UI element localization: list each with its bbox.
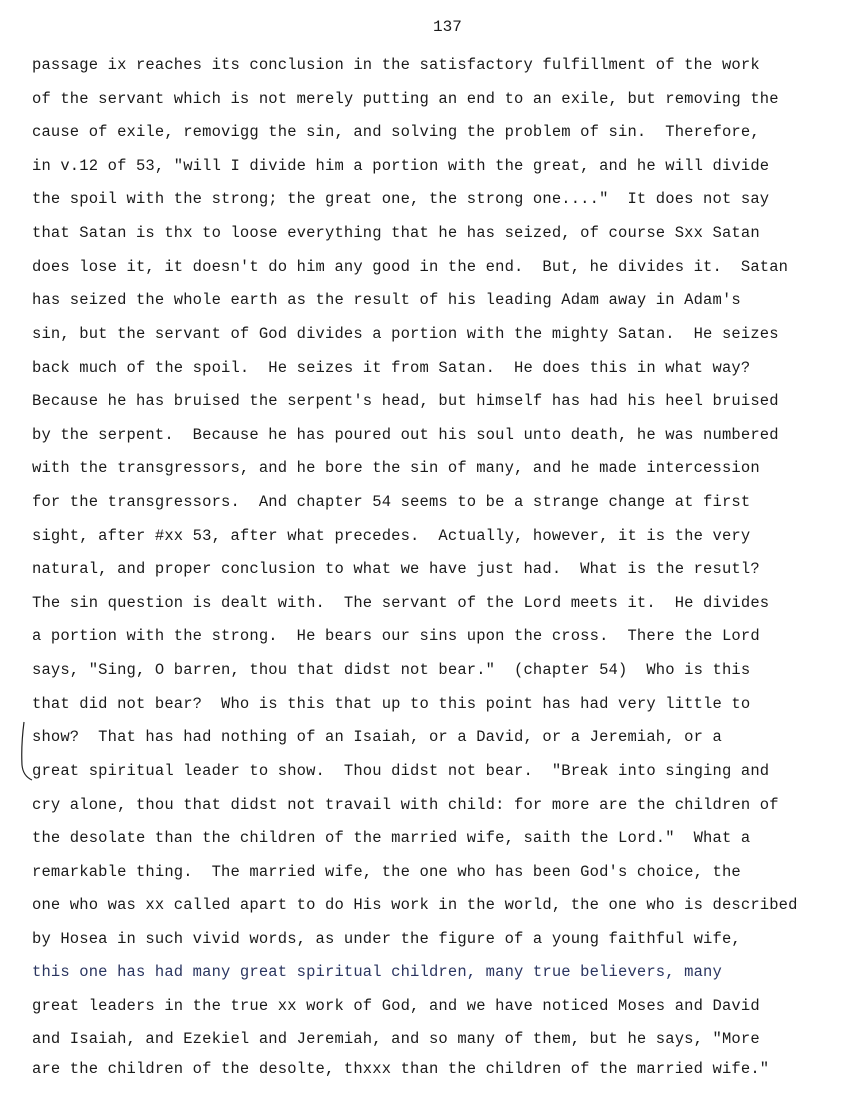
text-line: one who was xx called apart to do His work in the world, the one who is described [32,896,798,914]
text-line: by the serpent. Because he has poured out his soul unto death, he was numbered [32,426,779,444]
text-line: that Satan is thx to loose everything that he has seized, of course Sxx Satan [32,224,760,242]
text-line: a portion with the strong. He bears our sins upon the cross. There the Lord [32,627,760,645]
text-line: says, "Sing, O barren, thou that didst not bear." (chapter 54) Who is this [32,661,751,679]
text-line: of the servant which is not merely putting an end to an exile, but removing the [32,90,779,108]
text-line: in v.12 of 53, "will I divide him a portion with the great, and he will divide [32,157,770,175]
text-line: the spoil with the strong; the great one, the strong one...." It does not say [32,190,770,208]
text-line: great spiritual leader to show. Thou didst not bear. "Break into singing and [32,762,770,780]
text-line: are the children of the desolte, thxxx than the children of the married wife." [32,1060,770,1078]
text-line: that did not bear? Who is this that up to this point has had very little to [32,695,751,713]
text-line: passage ix reaches its conclusion in the satisfactory fulfillment of the work [32,56,760,74]
text-line: sight, after #xx 53, after what precedes. Actually, however, it is the very [32,527,751,545]
text-line: and Isaiah, and Ezekiel and Jeremiah, and so many of them, but he says, "More [32,1030,760,1048]
text-line: with the transgressors, and he bore the sin of many, and he made intercession [32,459,760,477]
text-line: Because he has bruised the serpent's head, but himself has had his heel bruised [32,392,779,410]
text-line: has seized the whole earth as the result of his leading Adam away in Adam's [32,291,741,309]
text-line: sin, but the servant of God divides a portion with the mighty Satan. He seizes [32,325,779,343]
page-number: 137 [433,18,462,36]
text-line: this one has had many great spiritual children, many true believers, many [32,963,722,981]
text-line: great leaders in the true xx work of God, and we have noticed Moses and David [32,997,760,1015]
text-line: cry alone, thou that didst not travail with child: for more are the children of [32,796,779,814]
text-line: natural, and proper conclusion to what we have just had. What is the resutl? [32,560,760,578]
text-line: The sin question is dealt with. The servant of the Lord meets it. He divides [32,594,770,612]
text-line: show? That has had nothing of an Isaiah, or a David, or a Jeremiah, or a [32,728,722,746]
text-line: remarkable thing. The married wife, the one who has been God's choice, the [32,863,741,881]
text-line: the desolate than the children of the married wife, saith the Lord." What a [32,829,751,847]
text-line: does lose it, it doesn't do him any good in the end. But, he divides it. Satan [32,258,789,276]
text-line: by Hosea in such vivid words, as under the figure of a young faithful wife, [32,930,741,948]
text-line: back much of the spoil. He seizes it from Satan. He does this in what way? [32,359,751,377]
text-line: cause of exile, removigg the sin, and solving the problem of sin. Therefore, [32,123,760,141]
text-line: for the transgressors. And chapter 54 seems to be a strange change at first [32,493,751,511]
